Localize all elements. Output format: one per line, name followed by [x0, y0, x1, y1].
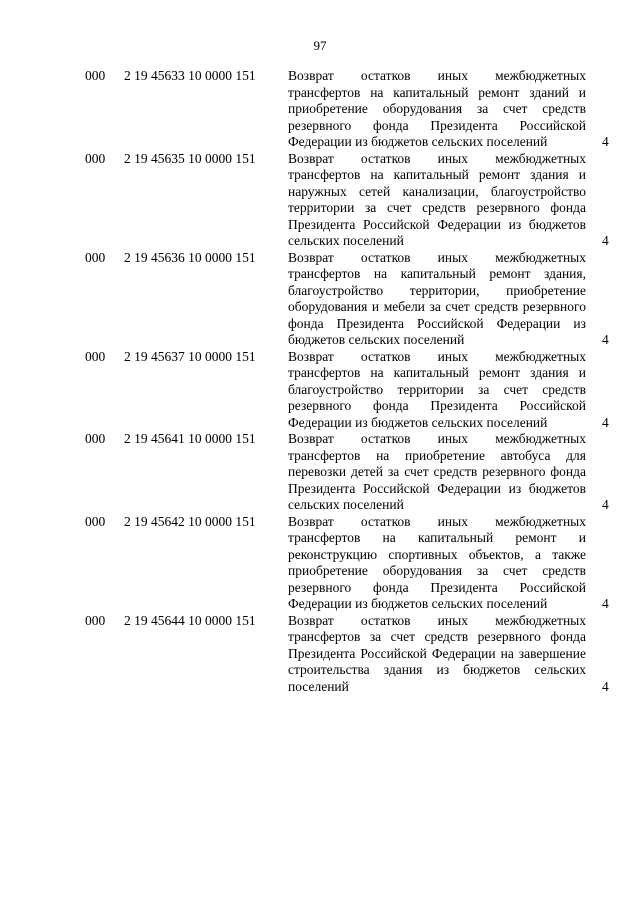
row-description: Возврат остатков иных межбюджетных трансфертов за счет средств резервного фонда Президента Российской Федерации на завершение строительства здания из бюджетов сельских поселений [288, 612, 586, 694]
budget-classification-code: 2 19 45635 10 0000 151 [124, 150, 256, 166]
row-description: Возврат остатков иных межбюджетных трансфертов на капитальный ремонт и реконструкцию спортивных объектов, а также приобретение оборудования за счет средств резервного фонда Президента Российской Федерации из бюджетов сельских поселений [288, 513, 586, 611]
table-row [0, 250, 640, 349]
admin-code: 000 [85, 68, 106, 83]
budget-classification-code: 2 19 45641 10 0000 151 [124, 431, 256, 446]
budget-classification-code: 2 19 45637 10 0000 151 [124, 348, 256, 364]
table-row [0, 68, 640, 151]
row-description: Возврат остатков иных межбюджетных трансфертов на капитальный ремонт здания и наружных сетей канализации, благоустройство территории за счет средств резервного фонда Президента Российской Федерации из бюджетов сельских поселений [288, 150, 586, 248]
row-value: 4 [602, 414, 609, 430]
row-value: 4 [602, 497, 609, 512]
admin-code: 000 [85, 249, 106, 265]
row-value: 4 [602, 332, 609, 347]
table-row [0, 514, 640, 613]
row-value: 4 [602, 596, 609, 611]
row-description: Возврат остатков иных межбюджетных трансфертов на капитальный ремонт зданий и приобретение оборудования за счет средств резервного фонда Президента Российской Федерации из бюджетов сельских поселений [288, 68, 586, 149]
table-row [0, 613, 640, 696]
table-row [0, 431, 640, 514]
row-value: 4 [602, 678, 609, 694]
admin-code: 000 [85, 348, 106, 364]
admin-code: 000 [85, 431, 106, 446]
budget-classification-code: 2 19 45644 10 0000 151 [124, 612, 256, 628]
table-row [0, 349, 640, 432]
budget-classification-code: 2 19 45636 10 0000 151 [124, 249, 256, 265]
row-value: 4 [602, 233, 609, 248]
page-number: 97 [313, 38, 327, 53]
table-row [0, 151, 640, 250]
admin-code: 000 [85, 612, 106, 628]
row-value: 4 [602, 134, 609, 149]
budget-classification-code: 2 19 45633 10 0000 151 [124, 68, 256, 83]
admin-code: 000 [85, 150, 106, 166]
row-description: Возврат остатков иных межбюджетных трансфертов на приобретение автобуса для перевозки детей за счет средств резервного фонда Президента Российской Федерации из бюджетов сельских поселений [288, 431, 586, 512]
row-description: Возврат остатков иных межбюджетных трансфертов на капитальный ремонт здания, благоустройство территории, приобретение оборудования и мебели за счет средств резервного фонда Президента Российской Федерации из бюджетов сельских поселений [288, 249, 586, 347]
budget-classification-code: 2 19 45642 10 0000 151 [124, 513, 256, 529]
budget-table [0, 68, 640, 695]
admin-code: 000 [85, 513, 106, 529]
row-description: Возврат остатков иных межбюджетных трансфертов на капитальный ремонт здания и благоустройство территории за счет средств резервного фонда Президента Российской Федерации из бюджетов сельских поселений [288, 348, 586, 430]
